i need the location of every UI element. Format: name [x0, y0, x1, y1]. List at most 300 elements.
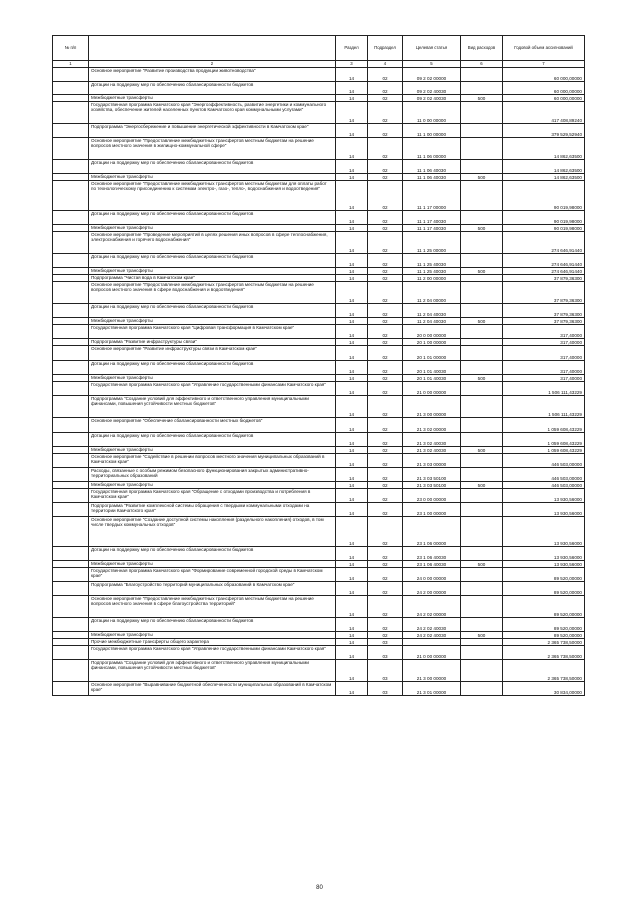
cell-amount: 14 862,63500	[503, 138, 585, 160]
cell-name: Основное мероприятие "Предоставление межбюджетных трансфертов местным бюджетам на решение вопросов местного значения в жилищно-коммунальной сфере"	[89, 138, 336, 160]
header-razdel: Раздел	[336, 36, 368, 61]
cell-amount: 89 520,00000	[503, 596, 585, 618]
cell-number	[53, 454, 89, 468]
cell-amount: 317,40000	[503, 339, 585, 346]
cell-vid-rashodov	[461, 639, 503, 646]
table-body	[53, 68, 585, 696]
cell-name: Дотации на поддержку мер по обеспечению сбалансированности бюджетов	[89, 433, 336, 447]
cell-podrazdel: 02	[368, 632, 403, 639]
cell-razdel: 14	[336, 396, 368, 418]
cell-razdel: 14	[336, 68, 368, 82]
cell-podrazdel: 02	[368, 517, 403, 547]
cell-name: Межбюджетные трансферты	[89, 482, 336, 489]
table-row	[53, 660, 585, 682]
cell-name: Прочие межбюджетные трансферты общего характера	[89, 639, 336, 646]
column-number: 4	[368, 61, 403, 68]
cell-name: Основное мероприятие "Создание доступной системы накопления (раздельного накопления) отходов, в том числе твердых коммунальных отходов"	[89, 517, 336, 547]
cell-amount: 317,40000	[503, 325, 585, 339]
cell-amount: 13 930,56000	[503, 547, 585, 561]
cell-podrazdel: 02	[368, 254, 403, 268]
cell-vid-rashodov: 500	[461, 482, 503, 489]
cell-vid-rashodov	[461, 68, 503, 82]
cell-number	[53, 160, 89, 174]
cell-celevaya-statya: 20 1 01 40030	[403, 361, 461, 375]
cell-vid-rashodov: 500	[461, 318, 503, 325]
cell-podrazdel: 02	[368, 124, 403, 138]
cell-vid-rashodov	[461, 211, 503, 225]
table-row	[53, 375, 585, 382]
cell-celevaya-statya: 20 0 00 00000	[403, 325, 461, 339]
cell-number	[53, 318, 89, 325]
cell-celevaya-statya: 11 2 04 40030	[403, 318, 461, 325]
cell-amount: 30 834,00000	[503, 682, 585, 696]
table-row	[53, 547, 585, 561]
cell-vid-rashodov	[461, 339, 503, 346]
cell-name: Основное мероприятие "Предоставление межбюджетных трансфертов местным бюджетам на решение вопросов местного значения в сфере благоустройства территорий"	[89, 596, 336, 618]
cell-number	[53, 268, 89, 275]
table-row	[53, 396, 585, 418]
cell-name: Подпрограмма "Развитие инфраструктуры связи"	[89, 339, 336, 346]
cell-name: Межбюджетные трансферты	[89, 632, 336, 639]
cell-celevaya-statya: 11 1 00 00000	[403, 124, 461, 138]
cell-razdel: 14	[336, 482, 368, 489]
cell-name: Межбюджетные трансферты	[89, 375, 336, 382]
cell-razdel: 14	[336, 346, 368, 361]
cell-vid-rashodov: 500	[461, 447, 503, 454]
cell-razdel: 14	[336, 503, 368, 517]
cell-amount: 13 930,56000	[503, 503, 585, 517]
cell-podrazdel: 02	[368, 268, 403, 275]
cell-name: Подпрограмма "Создание условий для эффективного и ответственного управления муниципальными финансами, повышения устойчивости местных бюджетов"	[89, 660, 336, 682]
cell-amount: 90 019,98000	[503, 211, 585, 225]
cell-celevaya-statya: 09 2 02 40030	[403, 95, 461, 102]
cell-podrazdel: 02	[368, 102, 403, 124]
cell-amount: 13 930,56000	[503, 517, 585, 547]
cell-podrazdel: 02	[368, 468, 403, 482]
cell-razdel: 14	[336, 582, 368, 596]
cell-podrazdel: 02	[368, 375, 403, 382]
column-number: 3	[336, 61, 368, 68]
cell-name: Дотации на поддержку мер по обеспечению сбалансированности бюджетов	[89, 160, 336, 174]
cell-razdel: 14	[336, 382, 368, 396]
table-row	[53, 318, 585, 325]
cell-amount: 379 529,52940	[503, 124, 585, 138]
cell-razdel: 14	[336, 174, 368, 181]
cell-amount: 1 059 608,43229	[503, 447, 585, 454]
cell-celevaya-statya: 11 1 25 40030	[403, 254, 461, 268]
cell-razdel: 14	[336, 339, 368, 346]
cell-vid-rashodov	[461, 489, 503, 503]
cell-razdel: 14	[336, 639, 368, 646]
cell-celevaya-statya: 11 1 17 40030	[403, 211, 461, 225]
table-row	[53, 211, 585, 225]
cell-razdel: 14	[336, 418, 368, 433]
cell-number	[53, 547, 89, 561]
cell-amount: 446 503,00000	[503, 468, 585, 482]
cell-name: Основное мероприятие "Проведение мероприятий в целях решения иных вопросов в сфере теплоснабжения, электроснабжения и горячего водоснабжения"	[89, 232, 336, 254]
cell-podrazdel: 02	[368, 68, 403, 82]
cell-name: Дотации на поддержку мер по обеспечению сбалансированности бюджетов	[89, 304, 336, 318]
cell-celevaya-statya: 21 3 00 00000	[403, 660, 461, 682]
table-row	[53, 102, 585, 124]
cell-name: Межбюджетные трансферты	[89, 447, 336, 454]
cell-celevaya-statya: 20 1 01 40030	[403, 375, 461, 382]
cell-vid-rashodov	[461, 102, 503, 124]
cell-number	[53, 68, 89, 82]
cell-vid-rashodov	[461, 282, 503, 304]
cell-vid-rashodov	[461, 82, 503, 95]
cell-razdel: 14	[336, 304, 368, 318]
cell-vid-rashodov	[461, 646, 503, 660]
cell-vid-rashodov	[461, 468, 503, 482]
cell-vid-rashodov	[461, 596, 503, 618]
cell-podrazdel: 03	[368, 646, 403, 660]
table-row	[53, 503, 585, 517]
cell-amount: 37 879,36300	[503, 282, 585, 304]
column-number: 1	[53, 61, 89, 68]
cell-celevaya-statya: 23 1 06 40030	[403, 547, 461, 561]
cell-podrazdel: 02	[368, 282, 403, 304]
cell-vid-rashodov: 500	[461, 268, 503, 275]
cell-number	[53, 468, 89, 482]
cell-amount: 14 862,63500	[503, 174, 585, 181]
table-row	[53, 361, 585, 375]
cell-name: Подпрограмма "Создание условий для эффективного и ответственного управления муниципальными финансами, повышения устойчивости местных бюджетов"	[89, 396, 336, 418]
cell-number	[53, 418, 89, 433]
cell-razdel: 14	[336, 454, 368, 468]
cell-razdel: 14	[336, 433, 368, 447]
cell-vid-rashodov	[461, 582, 503, 596]
cell-celevaya-statya: 11 2 04 00000	[403, 282, 461, 304]
cell-podrazdel: 02	[368, 346, 403, 361]
cell-celevaya-statya: 21 3 03 50100	[403, 482, 461, 489]
cell-amount: 274 646,91440	[503, 254, 585, 268]
cell-celevaya-statya: 21 3 00 00000	[403, 396, 461, 418]
cell-number	[53, 447, 89, 454]
cell-celevaya-statya: 11 2 00 00000	[403, 275, 461, 282]
cell-razdel: 14	[336, 361, 368, 375]
cell-celevaya-statya: 21 3 03 00000	[403, 454, 461, 468]
table-row	[53, 225, 585, 232]
cell-razdel: 14	[336, 517, 368, 547]
cell-amount: 13 930,56000	[503, 561, 585, 568]
cell-celevaya-statya: 24 2 00 00000	[403, 582, 461, 596]
cell-number	[53, 503, 89, 517]
cell-razdel: 14	[336, 232, 368, 254]
budget-table-sheet	[52, 35, 584, 696]
cell-celevaya-statya: 21 3 01 00000	[403, 682, 461, 696]
cell-name: Государственная программа Камчатского края "Обращение с отходами производства и потребления в Камчатском крае"	[89, 489, 336, 503]
cell-celevaya-statya: 11 1 17 00000	[403, 181, 461, 211]
cell-podrazdel: 02	[368, 382, 403, 396]
cell-vid-rashodov: 500	[461, 561, 503, 568]
cell-amount: 37 879,36300	[503, 275, 585, 282]
cell-number	[53, 232, 89, 254]
cell-razdel: 14	[336, 325, 368, 339]
cell-amount: 446 503,00000	[503, 482, 585, 489]
cell-razdel: 14	[336, 275, 368, 282]
cell-amount: 13 930,56000	[503, 489, 585, 503]
cell-podrazdel: 02	[368, 547, 403, 561]
table-row	[53, 138, 585, 160]
cell-podrazdel: 02	[368, 418, 403, 433]
table-row	[53, 232, 585, 254]
cell-number	[53, 82, 89, 95]
cell-name: Межбюджетные трансферты	[89, 318, 336, 325]
table-row	[53, 632, 585, 639]
cell-number	[53, 282, 89, 304]
column-number: 2	[89, 61, 336, 68]
cell-name: Основное мероприятие "Развитие производства продукции животноводства"	[89, 68, 336, 82]
table-row	[53, 181, 585, 211]
cell-celevaya-statya: 20 1 00 00000	[403, 339, 461, 346]
cell-number	[53, 174, 89, 181]
cell-razdel: 14	[336, 561, 368, 568]
cell-celevaya-statya	[403, 639, 461, 646]
cell-razdel: 14	[336, 632, 368, 639]
table-row	[53, 646, 585, 660]
cell-number	[53, 225, 89, 232]
cell-name: Подпрограмма "Благоустройство территорий муниципальных образований в Камчатском крае"	[89, 582, 336, 596]
cell-name: Государственная программа Камчатского края "Энергоэффективность, развитие энергетики и коммунального хозяйства, обеспечение жителей населенных пунктов Камчатского края коммунальными услугами"	[89, 102, 336, 124]
cell-vid-rashodov	[461, 160, 503, 174]
column-number: 6	[461, 61, 503, 68]
table-row	[53, 489, 585, 503]
cell-celevaya-statya: 11 1 06 00000	[403, 138, 461, 160]
cell-razdel: 14	[336, 82, 368, 95]
cell-vid-rashodov: 500	[461, 174, 503, 181]
cell-podrazdel: 02	[368, 489, 403, 503]
cell-name: Дотации на поддержку мер по обеспечению сбалансированности бюджетов	[89, 254, 336, 268]
cell-amount: 89 520,00000	[503, 632, 585, 639]
cell-vid-rashodov	[461, 517, 503, 547]
cell-number	[53, 95, 89, 102]
cell-vid-rashodov	[461, 503, 503, 517]
cell-celevaya-statya: 11 2 04 40030	[403, 304, 461, 318]
cell-razdel: 14	[336, 660, 368, 682]
cell-name: Подпрограмма "Развитие комплексной системы обращения с твердыми коммунальными отходами на территории Камчатского края"	[89, 503, 336, 517]
cell-podrazdel: 02	[368, 482, 403, 489]
cell-name: Государственная программа Камчатского края "Управление государственными финансами Камчатского края"	[89, 646, 336, 660]
cell-number	[53, 682, 89, 696]
cell-name: Основное мероприятие "Предоставление межбюджетных трансфертов местным бюджетам на решение вопросов местного значения в сфере водоснабжения и водоотведения"	[89, 282, 336, 304]
cell-vid-rashodov	[461, 124, 503, 138]
cell-podrazdel: 02	[368, 181, 403, 211]
cell-amount: 90 019,98000	[503, 181, 585, 211]
cell-number	[53, 339, 89, 346]
cell-podrazdel: 02	[368, 160, 403, 174]
cell-razdel: 14	[336, 254, 368, 268]
table-row	[53, 682, 585, 696]
cell-razdel: 14	[336, 447, 368, 454]
cell-name: Дотации на поддержку мер по обеспечению сбалансированности бюджетов	[89, 361, 336, 375]
cell-vid-rashodov	[461, 682, 503, 696]
cell-name: Основное мероприятие "Развитие инфраструктуры связи в Камчатском крае"	[89, 346, 336, 361]
cell-vid-rashodov	[461, 325, 503, 339]
cell-podrazdel: 02	[368, 211, 403, 225]
cell-vid-rashodov	[461, 454, 503, 468]
cell-razdel: 14	[336, 102, 368, 124]
cell-name: Расходы, связанные с особым режимом безопасного функционирования закрытых административно-территориальных образований	[89, 468, 336, 482]
cell-amount: 417 408,89240	[503, 102, 585, 124]
cell-podrazdel: 02	[368, 174, 403, 181]
cell-celevaya-statya: 09 2 02 00000	[403, 68, 461, 82]
cell-amount: 2 365 738,50000	[503, 660, 585, 682]
table-row	[53, 568, 585, 582]
cell-podrazdel: 02	[368, 454, 403, 468]
cell-podrazdel: 02	[368, 618, 403, 632]
cell-vid-rashodov	[461, 275, 503, 282]
cell-number	[53, 346, 89, 361]
cell-amount: 60 000,00000	[503, 82, 585, 95]
cell-celevaya-statya: 23 1 06 40030	[403, 561, 461, 568]
cell-celevaya-statya: 11 0 00 00000	[403, 102, 461, 124]
cell-podrazdel: 03	[368, 639, 403, 646]
cell-razdel: 14	[336, 160, 368, 174]
table-row	[53, 325, 585, 339]
cell-celevaya-statya: 23 1 00 00000	[403, 503, 461, 517]
cell-celevaya-statya: 11 1 17 40030	[403, 225, 461, 232]
cell-razdel: 14	[336, 318, 368, 325]
cell-number	[53, 646, 89, 660]
header-number: № п/п	[53, 36, 89, 61]
table-row	[53, 254, 585, 268]
cell-number	[53, 254, 89, 268]
header-row	[53, 36, 585, 61]
table-row	[53, 346, 585, 361]
cell-celevaya-statya: 21 3 02 00000	[403, 418, 461, 433]
cell-podrazdel: 02	[368, 225, 403, 232]
table-row	[53, 468, 585, 482]
column-number: 5	[403, 61, 461, 68]
cell-number	[53, 181, 89, 211]
table-row	[53, 596, 585, 618]
cell-razdel: 14	[336, 596, 368, 618]
column-number: 7	[503, 61, 585, 68]
cell-number	[53, 482, 89, 489]
table-row	[53, 639, 585, 646]
cell-podrazdel: 02	[368, 582, 403, 596]
cell-number	[53, 396, 89, 418]
cell-vid-rashodov	[461, 418, 503, 433]
table-row	[53, 95, 585, 102]
cell-amount: 60 000,00000	[503, 95, 585, 102]
table-row	[53, 304, 585, 318]
cell-name: Государственная программа Камчатского края "Управление государственными финансами Камчатского края"	[89, 382, 336, 396]
cell-podrazdel: 02	[368, 561, 403, 568]
cell-podrazdel: 02	[368, 325, 403, 339]
cell-razdel: 14	[336, 124, 368, 138]
cell-name: Подпрограмма "Энергосбережение и повышение энергетической эффективности в Камчатском крае"	[89, 124, 336, 138]
cell-amount: 37 879,36300	[503, 318, 585, 325]
cell-vid-rashodov	[461, 346, 503, 361]
cell-podrazdel: 02	[368, 503, 403, 517]
cell-podrazdel: 02	[368, 568, 403, 582]
cell-vid-rashodov	[461, 254, 503, 268]
table-row	[53, 124, 585, 138]
cell-podrazdel: 02	[368, 95, 403, 102]
cell-number	[53, 124, 89, 138]
cell-number	[53, 211, 89, 225]
cell-amount: 60 000,00000	[503, 68, 585, 82]
cell-name: Межбюджетные трансферты	[89, 225, 336, 232]
cell-amount: 2 365 738,50000	[503, 639, 585, 646]
header-annual-amount: Годовой объем ассигнований	[503, 36, 585, 61]
cell-amount: 2 365 738,50000	[503, 646, 585, 660]
cell-vid-rashodov: 500	[461, 375, 503, 382]
cell-name: Государственная программа Камчатского края "Формирование современной городской среды в Камчатском крае"	[89, 568, 336, 582]
cell-celevaya-statya: 21 0 00 00000	[403, 646, 461, 660]
cell-amount: 89 520,00000	[503, 582, 585, 596]
cell-celevaya-statya: 11 1 25 40030	[403, 268, 461, 275]
header-vid-rashodov: Вид расходов	[461, 36, 503, 61]
cell-amount: 1 506 111,43229	[503, 396, 585, 418]
column-number-row	[53, 61, 585, 68]
cell-vid-rashodov	[461, 138, 503, 160]
cell-podrazdel: 03	[368, 682, 403, 696]
cell-celevaya-statya: 21 3 02 40030	[403, 447, 461, 454]
cell-name: Дотации на поддержку мер по обеспечению сбалансированности бюджетов	[89, 211, 336, 225]
cell-vid-rashodov	[461, 660, 503, 682]
cell-name: Межбюджетные трансферты	[89, 174, 336, 181]
cell-razdel: 14	[336, 618, 368, 632]
cell-razdel: 14	[336, 682, 368, 696]
cell-number	[53, 325, 89, 339]
cell-name: Дотации на поддержку мер по обеспечению сбалансированности бюджетов	[89, 82, 336, 95]
cell-vid-rashodov: 500	[461, 225, 503, 232]
table-row	[53, 282, 585, 304]
cell-razdel: 14	[336, 95, 368, 102]
cell-amount: 37 879,36300	[503, 304, 585, 318]
cell-number	[53, 382, 89, 396]
cell-celevaya-statya: 21 3 02 40030	[403, 433, 461, 447]
cell-number	[53, 361, 89, 375]
cell-amount: 1 059 608,43229	[503, 418, 585, 433]
table-row	[53, 268, 585, 275]
table-row	[53, 482, 585, 489]
cell-podrazdel: 02	[368, 361, 403, 375]
cell-name: Дотации на поддержку мер по обеспечению сбалансированности бюджетов	[89, 618, 336, 632]
cell-vid-rashodov: 500	[461, 95, 503, 102]
cell-podrazdel: 02	[368, 447, 403, 454]
cell-name: Основное мероприятие "Содействие в решении вопросов местного значения муниципальных образований в Камчатском крае"	[89, 454, 336, 468]
header-name	[89, 36, 336, 61]
cell-celevaya-statya: 21 3 03 50100	[403, 468, 461, 482]
cell-number	[53, 433, 89, 447]
cell-vid-rashodov	[461, 361, 503, 375]
cell-amount: 14 862,63500	[503, 160, 585, 174]
cell-celevaya-statya: 11 1 06 40030	[403, 160, 461, 174]
cell-name: Основное мероприятие "Предоставление межбюджетных трансфертов местным бюджетам для оплаты работ по технологическому присоединению к системам электро-, газо-, тепло-, водоснабжения и водоотведения"	[89, 181, 336, 211]
cell-amount: 274 646,91440	[503, 268, 585, 275]
cell-vid-rashodov	[461, 232, 503, 254]
cell-celevaya-statya: 24 2 02 40030	[403, 618, 461, 632]
cell-vid-rashodov	[461, 568, 503, 582]
cell-celevaya-statya: 09 2 02 40030	[403, 82, 461, 95]
cell-vid-rashodov: 500	[461, 632, 503, 639]
cell-vid-rashodov	[461, 547, 503, 561]
cell-amount: 89 520,00000	[503, 568, 585, 582]
cell-vid-rashodov	[461, 382, 503, 396]
cell-name: Межбюджетные трансферты	[89, 268, 336, 275]
cell-amount: 274 646,91440	[503, 232, 585, 254]
header-celevaya-statya: Целевая статья	[403, 36, 461, 61]
table-row	[53, 517, 585, 547]
cell-podrazdel: 02	[368, 304, 403, 318]
cell-amount: 317,40000	[503, 346, 585, 361]
table-row	[53, 160, 585, 174]
table-row	[53, 582, 585, 596]
